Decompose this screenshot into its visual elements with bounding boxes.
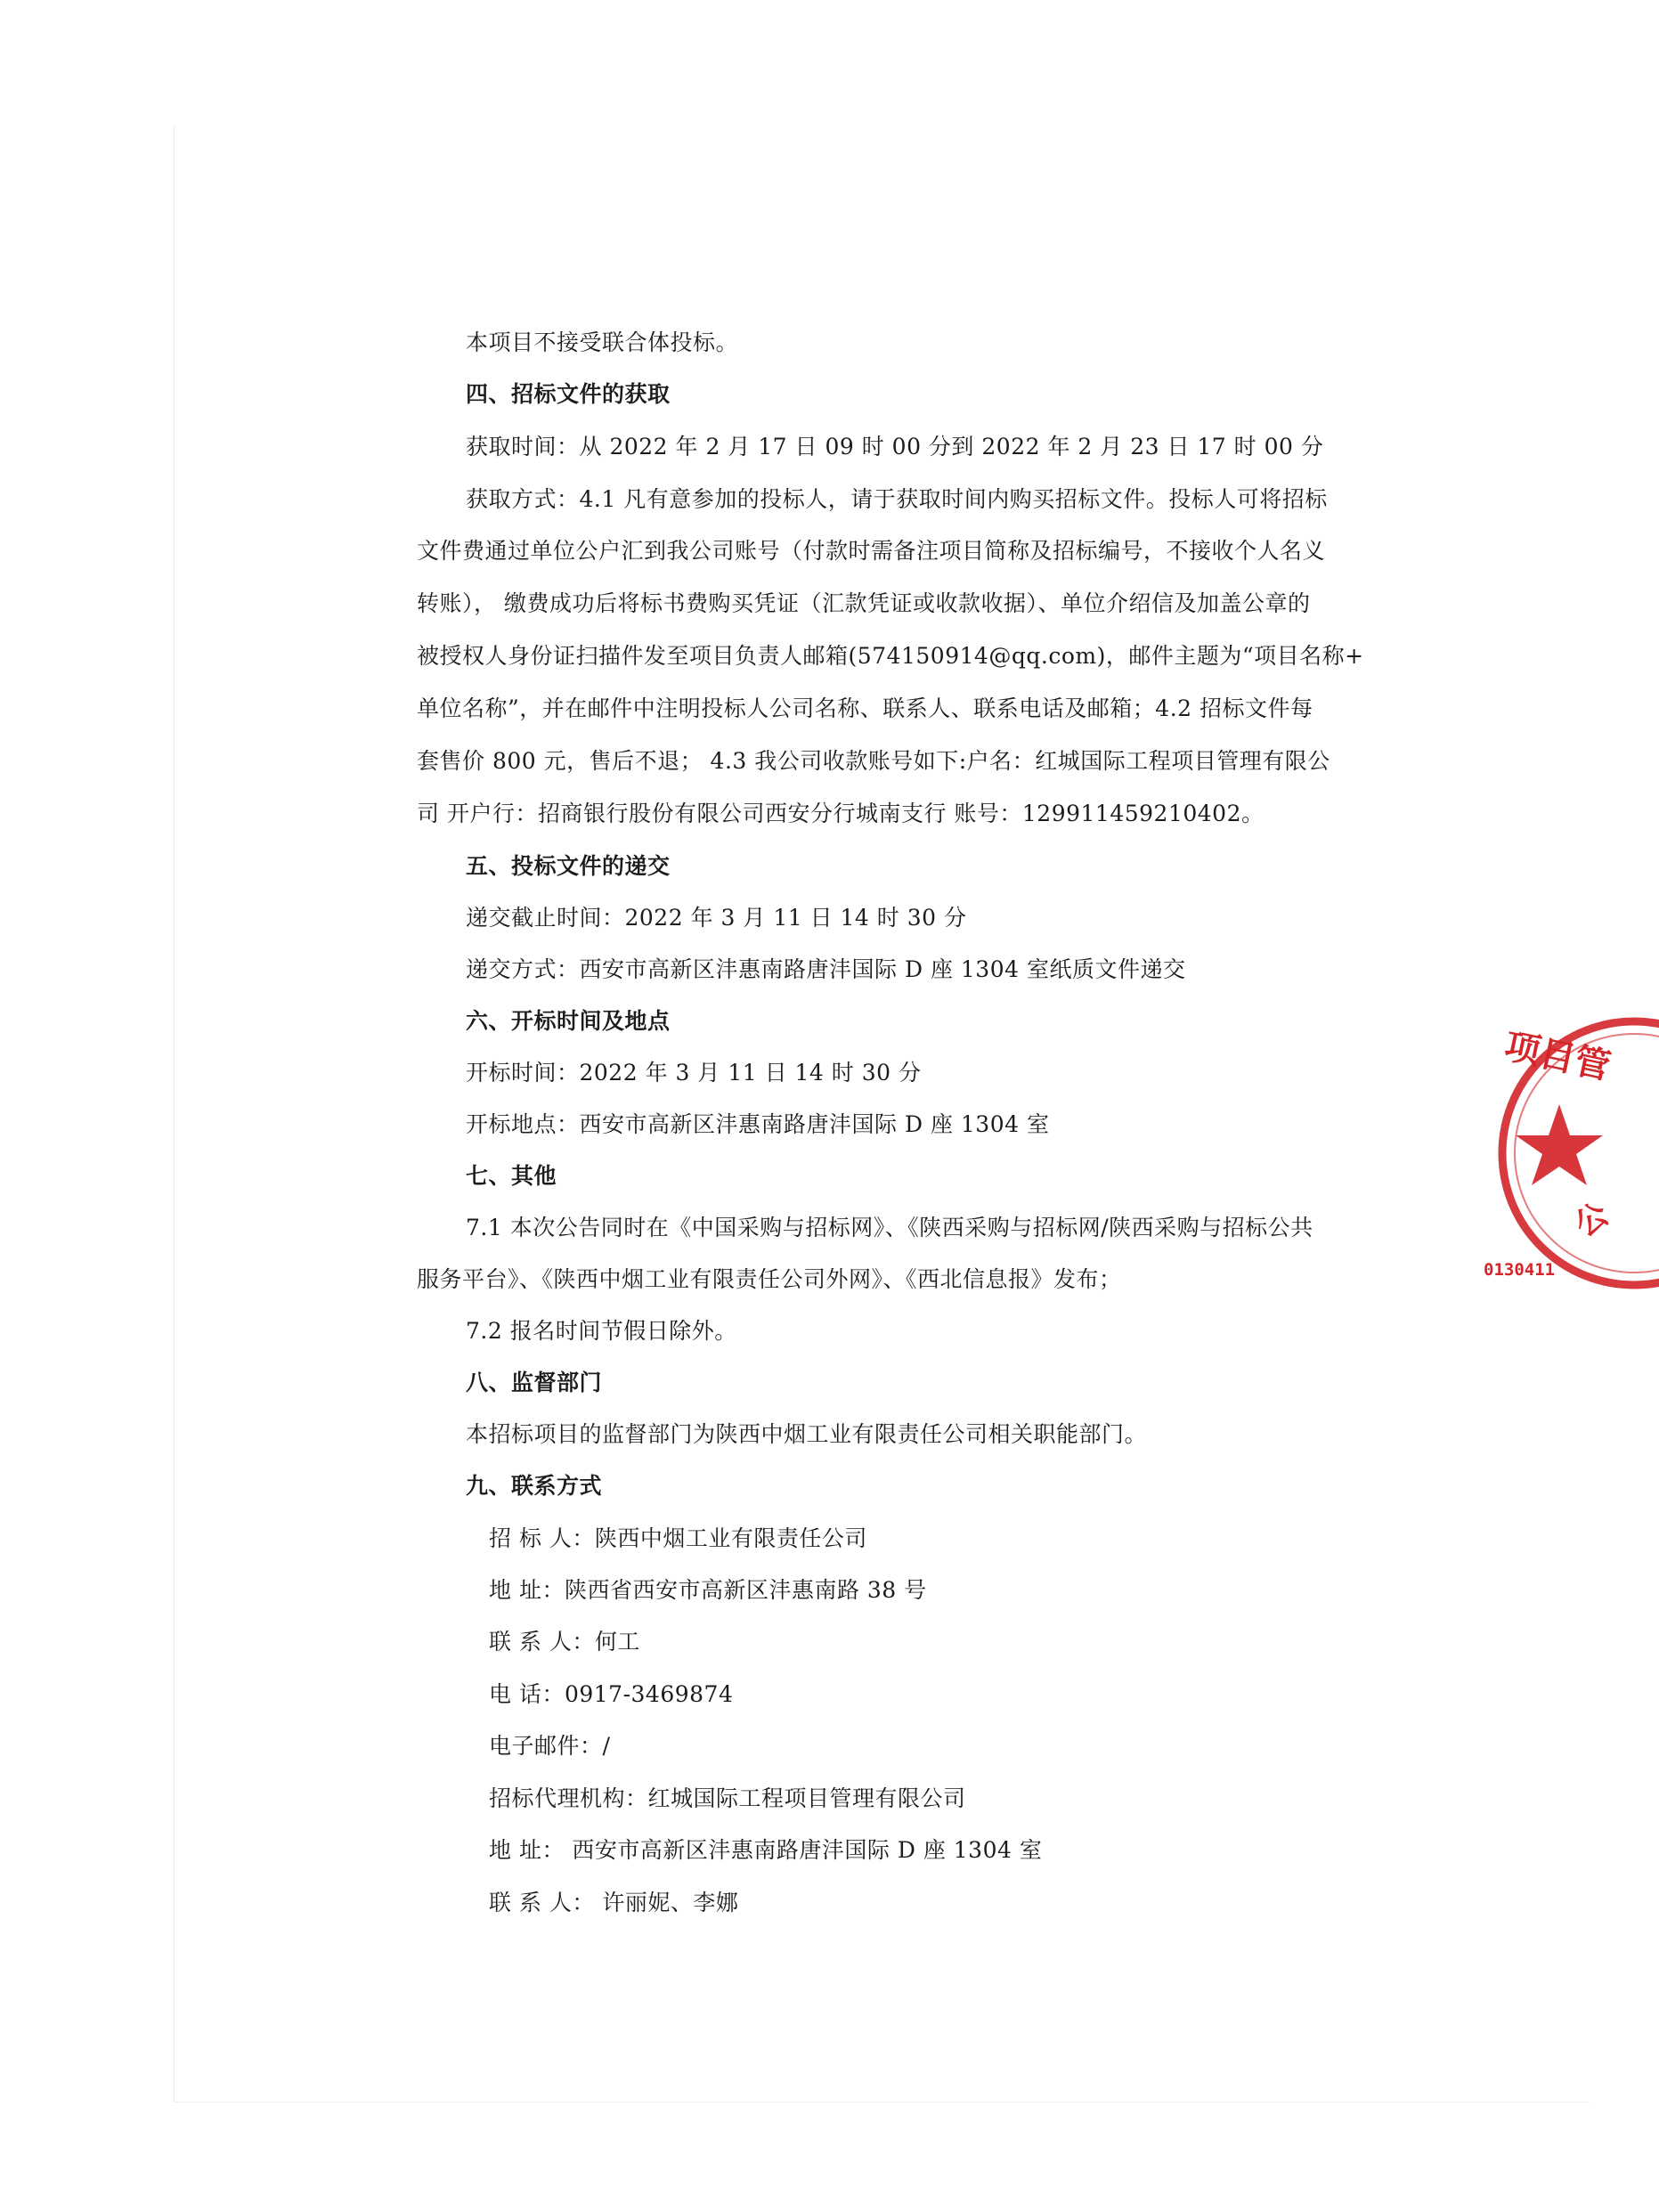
contact-person: 联 系 人：何工: [489, 1629, 640, 1655]
joint-bid-note: 本项目不接受联合体投标。: [466, 329, 739, 355]
other-7-2: 7.2 报名时间节假日除外。: [466, 1318, 737, 1344]
submit-method: 递交方式：西安市高新区沣惠南路唐沣国际 D 座 1304 室纸质文件递交: [466, 956, 1186, 982]
section-heading-5: 五、投标文件的递交: [466, 853, 671, 879]
seal-code: 0130411: [1484, 1260, 1556, 1280]
agency-address: 地 址： 西安市高新区沣惠南路唐沣国际 D 座 1304 室: [489, 1837, 1043, 1863]
seal-star-icon: [1516, 1104, 1603, 1185]
opening-time: 开标时间：2022 年 3 月 11 日 14 时 30 分: [466, 1060, 922, 1086]
section-heading-4: 四、招标文件的获取: [466, 381, 671, 407]
seal-text-bottom: 公: [1567, 1195, 1616, 1245]
section-heading-6: 六、开标时间及地点: [466, 1008, 671, 1034]
contact-email: 电子邮件：/: [489, 1733, 611, 1759]
company-seal: [1478, 1006, 1659, 1300]
acquire-method-line: 转账）， 缴费成功后将标书费购买凭证（汇款凭证或收款收据）、单位介绍信及加盖公章的: [417, 590, 1311, 616]
contact-address: 地 址：陕西省西安市高新区沣惠南路 38 号: [489, 1577, 927, 1603]
acquire-method-line: 获取方式：4.1 凡有意参加的投标人，请于获取时间内购买招标文件。投标人可将招标: [466, 486, 1328, 512]
submit-deadline: 递交截止时间：2022 年 3 月 11 日 14 时 30 分: [466, 905, 967, 931]
agency-name: 招标代理机构：红城国际工程项目管理有限公司: [489, 1785, 966, 1811]
other-7-1-cont: 服务平台》、《陕西中烟工业有限责任公司外网》、《西北信息报》发布；: [417, 1266, 1122, 1292]
acquire-time: 获取时间：从 2022 年 2 月 17 日 09 时 00 分到 2022 年 2 月 23 日 17 时 00 分: [466, 434, 1324, 459]
acquire-method-line: 司 开户行：招商银行股份有限公司西安分行城南支行 账号：129911459210402。: [417, 801, 1265, 826]
section-heading-9: 九、联系方式: [466, 1473, 603, 1499]
opening-place: 开标地点：西安市高新区沣惠南路唐沣国际 D 座 1304 室: [466, 1111, 1050, 1137]
section-heading-7: 七、其他: [466, 1163, 557, 1189]
contact-tenderer: 招 标 人：陕西中烟工业有限责任公司: [489, 1525, 867, 1551]
seal-text-top: 项目管: [1500, 1024, 1614, 1088]
acquire-method-line: 单位名称”，并在邮件中注明投标人公司名称、联系人、联系电话及邮箱；4.2 招标文件每: [417, 695, 1313, 721]
acquire-method-line: 套售价 800 元，售后不退； 4.3 我公司收款账号如下:户名：红城国际工程项目管理有限公: [417, 748, 1330, 774]
acquire-method-line: 文件费通过单位公户汇到我公司账号（付款时需备注项目简称及招标编号，不接收个人名义: [417, 538, 1326, 564]
agency-person: 联 系 人： 许丽妮、李娜: [489, 1890, 739, 1915]
supervision-dept: 本招标项目的监督部门为陕西中烟工业有限责任公司相关职能部门。: [466, 1421, 1148, 1447]
contact-phone: 电 话：0917-3469874: [489, 1681, 734, 1707]
company-seal-graphic: [1478, 1006, 1659, 1300]
other-7-1: 7.1 本次公告同时在《中国采购与招标网》、《陕西采购与招标网/陕西采购与招标公共: [466, 1215, 1313, 1240]
acquire-method-line: 被授权人身份证扫描件发至项目负责人邮箱(574150914@qq.com)，邮件主题为“项目名称+: [417, 643, 1364, 669]
section-heading-8: 八、监督部门: [466, 1370, 603, 1395]
